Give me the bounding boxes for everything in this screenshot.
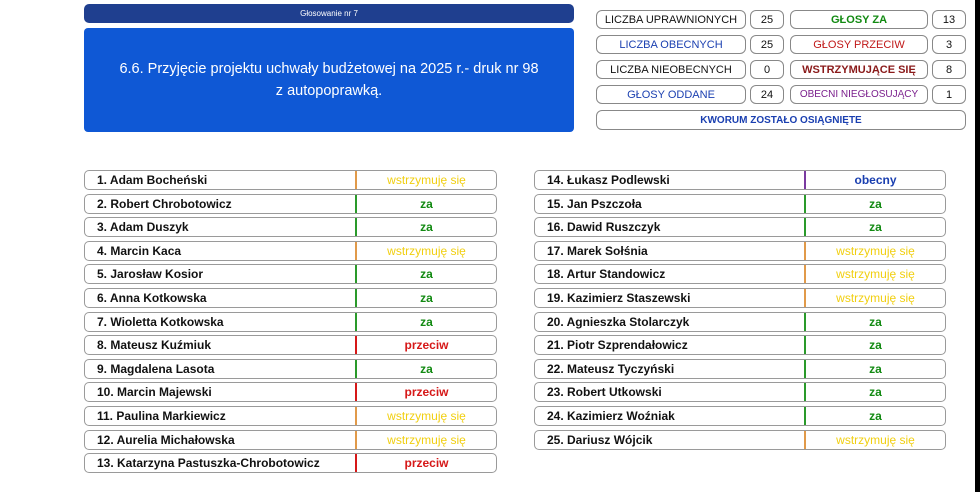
councillor-row bbox=[84, 382, 497, 402]
councillor-row bbox=[534, 170, 946, 190]
councillor-name: 16. Dawid Ruszczyk bbox=[547, 220, 661, 235]
councillor-name: 4. Marcin Kaca bbox=[97, 243, 182, 258]
councillor-vote: za bbox=[804, 195, 945, 213]
councillor-row bbox=[84, 241, 497, 261]
councillor-name: 12. Aurelia Michałowska bbox=[97, 432, 235, 447]
councillor-row bbox=[534, 217, 946, 237]
councillor-row bbox=[534, 382, 946, 402]
councillor-vote: za bbox=[355, 218, 496, 236]
councillor-row bbox=[534, 288, 946, 308]
councillor-name: 15. Jan Pszczoła bbox=[547, 196, 642, 211]
councillor-row bbox=[534, 430, 946, 450]
councillor-vote: wstrzymuję się bbox=[355, 407, 496, 425]
stat-uprawnionych-value: 25 bbox=[750, 10, 784, 29]
councillor-vote: za bbox=[355, 289, 496, 307]
councillor-row bbox=[534, 335, 946, 355]
councillor-row bbox=[84, 453, 497, 473]
stat-nieobecnych-label: LICZBA NIEOBECNYCH bbox=[596, 60, 746, 79]
councillor-name: 23. Robert Utkowski bbox=[547, 385, 662, 400]
councillor-row bbox=[534, 194, 946, 214]
councillor-vote: wstrzymuję się bbox=[355, 242, 496, 260]
vote-title: 6.6. Przyjęcie projektu uchwały budżetowej na 2025 r.- druk nr 98 z autopoprawką. bbox=[84, 28, 574, 132]
councillor-name: 25. Dariusz Wójcik bbox=[547, 432, 653, 447]
stat-uprawnionych-label: LICZBA UPRAWNIONYCH bbox=[596, 10, 746, 29]
stat-przeciw-label: GŁOSY PRZECIW bbox=[790, 35, 928, 54]
councillor-vote: wstrzymuję się bbox=[355, 431, 496, 449]
councillor-vote: za bbox=[804, 336, 945, 354]
councillor-name: 17. Marek Sołśnia bbox=[547, 243, 648, 258]
councillor-name: 3. Adam Duszyk bbox=[97, 220, 189, 235]
councillor-name: 13. Katarzyna Pastuszka-Chrobotowicz bbox=[97, 456, 320, 471]
councillor-name: 9. Magdalena Lasota bbox=[97, 361, 215, 376]
councillor-vote: za bbox=[804, 383, 945, 401]
stat-za-value: 13 bbox=[932, 10, 966, 29]
stat-obecnych-value: 25 bbox=[750, 35, 784, 54]
stat-nieobecnych-value: 0 bbox=[750, 60, 784, 79]
councillor-name: 11. Paulina Markiewicz bbox=[97, 409, 226, 423]
councillor-vote: za bbox=[355, 265, 496, 283]
councillor-vote: przeciw bbox=[355, 454, 496, 472]
councillor-vote: za bbox=[804, 218, 945, 236]
councillor-name: 8. Mateusz Kuźmiuk bbox=[97, 338, 212, 353]
councillor-vote: za bbox=[355, 360, 496, 378]
councillor-vote: wstrzymuję się bbox=[804, 289, 945, 307]
councillor-name: 18. Artur Standowicz bbox=[547, 267, 666, 282]
stat-obecnych-label: LICZBA OBECNYCH bbox=[596, 35, 746, 54]
councillor-name: 5. Jarosław Kosior bbox=[97, 267, 204, 282]
councillor-row bbox=[84, 264, 497, 284]
stat-niegl-value: 1 bbox=[932, 85, 966, 104]
councillor-row bbox=[84, 194, 497, 214]
councillor-vote: za bbox=[355, 313, 496, 331]
councillor-vote: wstrzymuję się bbox=[355, 171, 496, 189]
councillor-name: 6. Anna Kotkowska bbox=[97, 291, 207, 305]
councillor-name: 14. Łukasz Podlewski bbox=[547, 173, 670, 187]
councillor-vote: obecny bbox=[804, 171, 945, 189]
councillor-vote: za bbox=[804, 313, 945, 331]
stat-oddane-value: 24 bbox=[750, 85, 784, 104]
councillor-vote: przeciw bbox=[355, 383, 496, 401]
councillor-row bbox=[534, 264, 946, 284]
councillor-name: 10. Marcin Majewski bbox=[97, 385, 212, 400]
councillor-row bbox=[84, 217, 497, 237]
councillor-vote: za bbox=[804, 360, 945, 378]
councillor-row bbox=[84, 170, 497, 190]
councillor-row bbox=[84, 406, 497, 426]
quorum-status: KWORUM ZOSTAŁO OSIĄGNIĘTE bbox=[596, 110, 966, 130]
councillor-row bbox=[84, 430, 497, 450]
stat-wstrzymujace-value: 8 bbox=[932, 60, 966, 79]
councillor-name: 24. Kazimierz Woźniak bbox=[547, 409, 675, 423]
councillor-row bbox=[84, 312, 497, 332]
councillor-row bbox=[84, 359, 497, 379]
councillor-vote: za bbox=[804, 407, 945, 425]
stat-niegl-label: OBECNI NIEGŁOSUJĄCY bbox=[790, 85, 928, 104]
councillor-vote: przeciw bbox=[355, 336, 496, 354]
councillor-name: 20. Agnieszka Stolarczyk bbox=[547, 314, 690, 329]
stat-przeciw-value: 3 bbox=[932, 35, 966, 54]
councillor-row bbox=[534, 312, 946, 332]
vote-number-bar: Głosowanie nr 7 bbox=[84, 4, 574, 23]
councillor-row bbox=[84, 335, 497, 355]
councillor-vote: wstrzymuję się bbox=[804, 242, 945, 260]
councillor-name: 2. Robert Chrobotowicz bbox=[97, 196, 232, 211]
councillor-vote: za bbox=[355, 195, 496, 213]
councillor-row bbox=[534, 406, 946, 426]
councillor-vote: wstrzymuję się bbox=[804, 431, 945, 449]
councillor-row bbox=[534, 359, 946, 379]
councillor-name: 1. Adam Bocheński bbox=[97, 173, 208, 187]
stat-wstrzymujace-label: WSTRZYMUJĄCE SIĘ bbox=[790, 60, 928, 79]
stat-za-label: GŁOSY ZA bbox=[790, 10, 928, 29]
councillor-name: 22. Mateusz Tyczyński bbox=[547, 361, 675, 376]
councillor-name: 19. Kazimierz Staszewski bbox=[547, 291, 691, 305]
councillor-row bbox=[84, 288, 497, 308]
councillor-row bbox=[534, 241, 946, 261]
councillor-vote: wstrzymuję się bbox=[804, 265, 945, 283]
councillor-name: 21. Piotr Szprendałowicz bbox=[547, 338, 688, 353]
window-edge bbox=[975, 0, 980, 492]
councillor-name: 7. Wioletta Kotkowska bbox=[97, 314, 224, 329]
stat-oddane-label: GŁOSY ODDANE bbox=[596, 85, 746, 104]
